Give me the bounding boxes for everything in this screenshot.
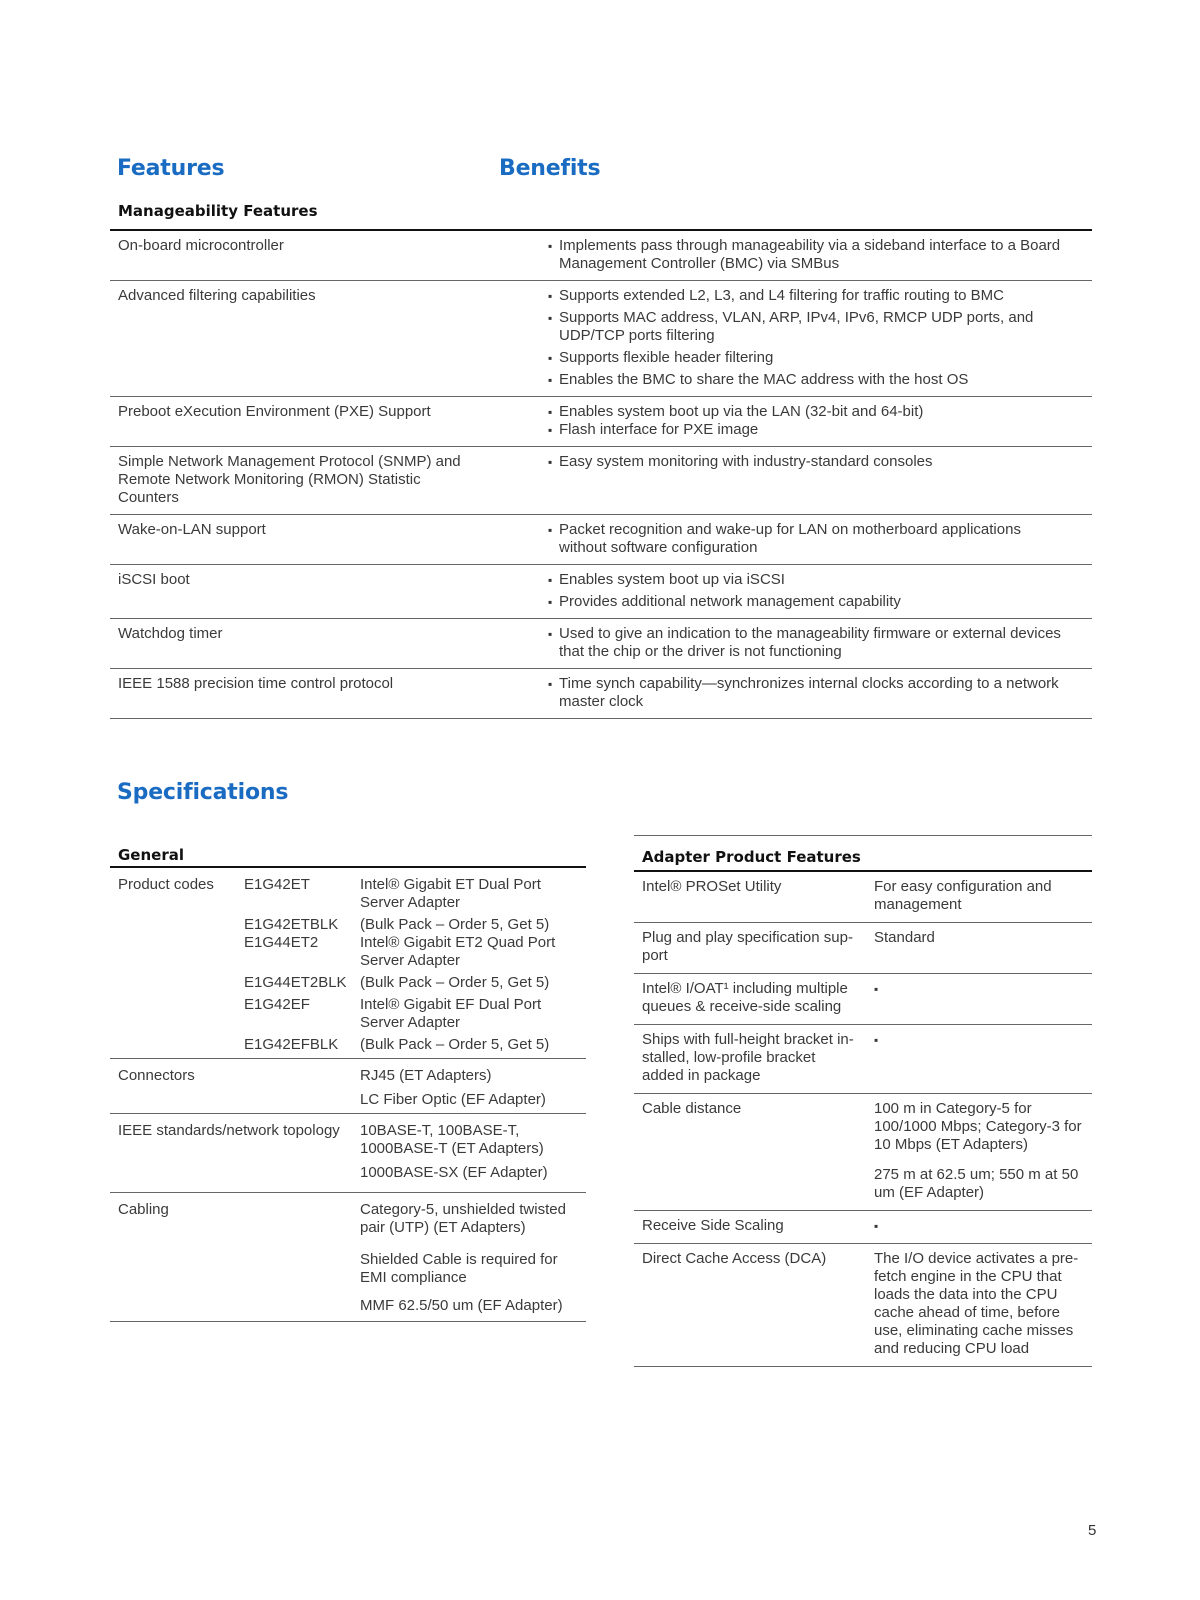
feature-label: Wake-on-LAN support — [110, 515, 545, 565]
feature-label: iSCSI boot — [110, 565, 545, 619]
table-row — [110, 1193, 586, 1238]
benefit-item: ▪ Time synch capability—synchronizes internal clocks according to a network master clock — [548, 675, 1092, 711]
feature-label: Ships with full-height bracket in-stalled, low-profile bracket added in package — [634, 1025, 866, 1094]
features-heading: Features — [117, 156, 225, 181]
adapter-features-title: Adapter Product Features — [642, 848, 861, 866]
feature-value: ▪ — [866, 1211, 1092, 1244]
product-code: E1G42EFBLK — [240, 1032, 356, 1059]
product-desc: Intel® Gigabit ET2 Quad Port Server Adapter — [360, 934, 556, 969]
table-row — [110, 1114, 586, 1159]
feature-label: Direct Cache Access (DCA) — [634, 1244, 866, 1367]
table-row — [110, 669, 1092, 719]
specifications-heading: Specifications — [117, 780, 289, 805]
feature-label: Advanced filtering capabilities — [110, 281, 545, 397]
benefit-item: ▪ Implements pass through manageability via a sideband interface to a Board Management Controller (BMC) via SMBus — [548, 237, 1084, 273]
table-row — [110, 1158, 586, 1193]
table-row — [634, 923, 1092, 974]
table-row — [110, 1287, 586, 1322]
table-row — [634, 1211, 1092, 1244]
product-code: E1G44ET2BLK — [244, 974, 347, 991]
table-row — [110, 1085, 586, 1114]
spec-value: Shielded Cable is required for EMI compliance — [360, 1251, 558, 1286]
benefit-item: ▪ Enables system boot up via the LAN (32-bit and 64-bit) — [548, 403, 1084, 421]
general-title: General — [118, 846, 184, 864]
feature-value: For easy configuration and management — [866, 871, 1092, 923]
benefit-item: ▪ Supports extended L2, L3, and L4 filtering for traffic routing to BMC — [548, 287, 1084, 305]
page-number: 5 — [1088, 1522, 1097, 1539]
table-row — [110, 992, 586, 1032]
table-row — [110, 970, 586, 992]
general-specs-table — [110, 846, 586, 1322]
product-code: E1G42ETBLK — [244, 916, 339, 933]
benefit-item: ▪ Supports flexible header filtering — [548, 349, 1084, 367]
feature-value: 100 m in Category-5 for 100/1000 Mbps; Category-3 for 10 Mbps (ET Adapters) — [874, 1100, 1082, 1153]
product-code: E1G42ET — [244, 876, 310, 893]
feature-value: The I/O device activates a pre-fetch engine in the CPU that loads the data into the CPU cache ahead of time, before use, eliminating cache misses and reducing CPU load — [866, 1244, 1092, 1367]
spec-label: Cabling — [118, 1201, 169, 1218]
benefit-item: ▪ Flash interface for PXE image — [548, 421, 1084, 439]
table-row — [110, 934, 586, 970]
feature-value-secondary: 275 m at 62.5 um; 550 m at 50 um (EF Adapter) — [874, 1166, 1079, 1201]
adapter-features-table — [634, 835, 1092, 1367]
spec-label: IEEE standards/network topology — [118, 1122, 340, 1139]
table-row — [634, 871, 1092, 923]
table-row — [634, 1094, 1092, 1211]
benefit-item: ▪ Easy system monitoring with industry-standard consoles — [548, 453, 1084, 471]
feature-label: Preboot eXecution Environment (PXE) Support — [110, 397, 545, 447]
table-row — [110, 230, 1092, 281]
table-row — [110, 912, 586, 934]
table-row — [634, 1025, 1092, 1094]
table-row — [110, 867, 586, 912]
table-row — [634, 1244, 1092, 1367]
spec-value: 10BASE-T, 100BASE-T, 1000BASE-T (ET Adapters) — [360, 1122, 544, 1157]
feature-value: ▪ — [866, 1025, 1092, 1094]
table-row — [110, 565, 1092, 619]
feature-label: On-board microcontroller — [110, 230, 545, 281]
spec-value: MMF 62.5/50 um (EF Adapter) — [356, 1287, 586, 1322]
benefit-item: ▪ Enables system boot up via iSCSI — [548, 571, 1084, 589]
table-row — [110, 515, 1092, 565]
table-row — [634, 974, 1092, 1025]
product-desc: (Bulk Pack – Order 5, Get 5) — [360, 974, 550, 991]
feature-label: Simple Network Management Protocol (SNMP) and Remote Network Monitoring (RMON) Statistic Counters — [110, 447, 545, 515]
table-row — [110, 619, 1092, 669]
feature-label: IEEE 1588 precision time control protocol — [110, 669, 545, 719]
feature-value: ▪ — [866, 974, 1092, 1025]
spec-value: RJ45 (ET Adapters) — [360, 1067, 492, 1084]
feature-label: Cable distance — [634, 1094, 866, 1211]
table-row — [110, 1059, 586, 1086]
table-row — [110, 397, 1092, 447]
feature-label: Intel® PROSet Utility — [634, 871, 866, 923]
table-row — [110, 447, 1092, 515]
manageability-features-table — [110, 202, 1092, 719]
table-row — [110, 1237, 586, 1287]
spec-value: 1000BASE-SX (EF Adapter) — [356, 1158, 586, 1193]
spec-value: Category-5, unshielded twisted pair (UTP) (ET Adapters) — [360, 1201, 566, 1236]
product-desc: (Bulk Pack – Order 5, Get 5) — [356, 1032, 586, 1059]
feature-label: Plug and play specification sup-port — [634, 923, 866, 974]
spec-label: Connectors — [118, 1067, 195, 1084]
benefits-heading: Benefits — [499, 156, 601, 181]
feature-label: Receive Side Scaling — [634, 1211, 866, 1244]
product-desc: (Bulk Pack – Order 5, Get 5) — [360, 916, 550, 933]
product-code: E1G44ET2 — [244, 934, 319, 951]
benefit-item: ▪ Supports MAC address, VLAN, ARP, IPv4, IPv6, RMCP UDP ports, and UDP/TCP ports filtering — [548, 309, 1084, 345]
manageability-title: Manageability Features — [118, 202, 318, 220]
spec-value: LC Fiber Optic (EF Adapter) — [356, 1085, 586, 1114]
spec-label: Product codes — [118, 876, 214, 893]
product-code: E1G42EF — [244, 996, 310, 1013]
benefit-item: ▪ Packet recognition and wake-up for LAN on motherboard applications without software configuration — [548, 521, 1032, 557]
table-row — [110, 281, 1092, 397]
product-desc: Intel® Gigabit ET Dual Port Server Adapter — [360, 876, 541, 911]
benefit-item: ▪ Provides additional network management capability — [548, 593, 1084, 611]
benefit-item: ▪ Enables the BMC to share the MAC address with the host OS — [548, 371, 1084, 389]
benefit-item: ▪ Used to give an indication to the manageability firmware or external devices that the chip or the driver is not functioning — [548, 625, 1072, 661]
feature-value: Standard — [866, 923, 1092, 974]
feature-label: Intel® I/OAT¹ including multiple queues & receive-side scaling — [634, 974, 866, 1025]
feature-label: Watchdog timer — [110, 619, 545, 669]
product-desc: Intel® Gigabit EF Dual Port Server Adapter — [360, 996, 542, 1031]
table-row — [110, 1032, 586, 1059]
